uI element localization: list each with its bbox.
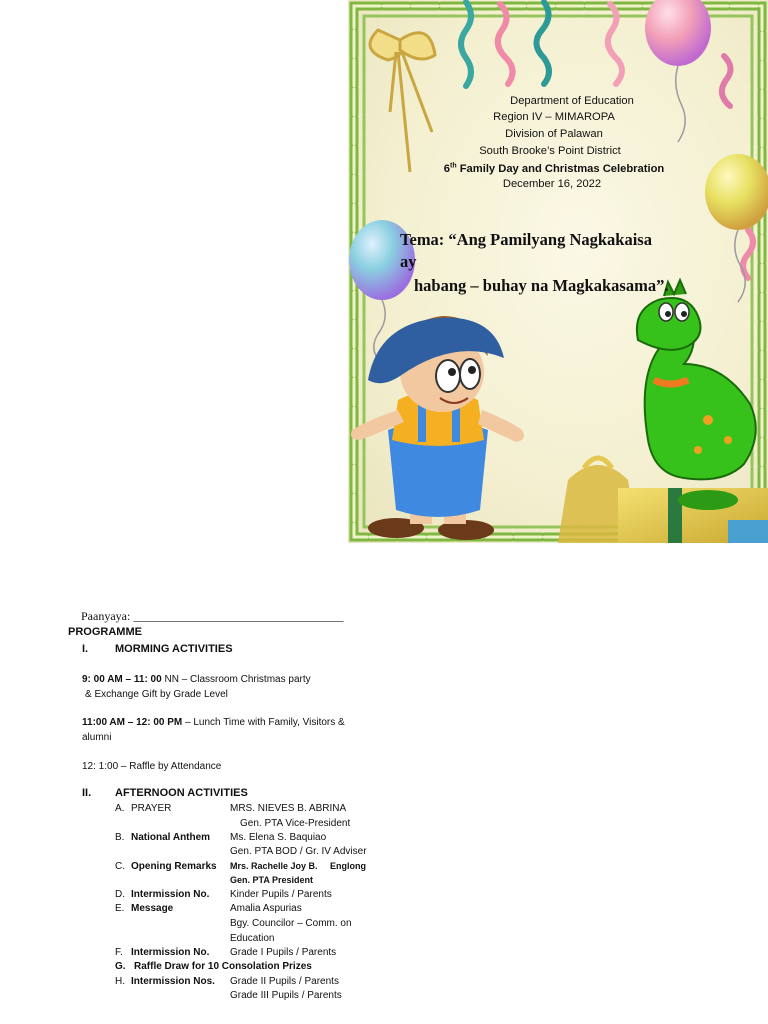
- afternoon-heading: AFTERNOON ACTIVITIES: [115, 787, 248, 799]
- item-f-person: Grade I Pupils / Parents: [230, 947, 337, 958]
- header-celebration: [348, 162, 764, 175]
- theme-line-1: Tema: “Ang Pamilyang Nagkakaisa: [400, 230, 652, 249]
- item-e-letter: E.: [115, 903, 125, 914]
- item-g-label: Raffle Draw for 10 Consolation Prizes: [134, 961, 312, 972]
- item-h-person: Grade II Pupils / Parents: [230, 976, 339, 987]
- item-h-label: Intermission Nos.: [131, 976, 215, 987]
- header-region: Region IV – MIMAROPA: [493, 111, 615, 123]
- morning-item-2-text: – Lunch Time with Family, Visitors &: [182, 717, 345, 728]
- theme-line-3: habang – buhay na Magkakasama”.: [414, 276, 669, 295]
- header-date: December 16, 2022: [502, 178, 602, 190]
- cover-card: [348, 0, 768, 543]
- item-h-letter: H.: [115, 976, 125, 987]
- invitation-label: Paanyaya: [81, 609, 127, 623]
- morning-item-1-time: 9: 00 AM – 11: 00: [82, 674, 162, 685]
- morning-item-2-time: 11:00 AM – 12: 00 PM: [82, 717, 183, 728]
- item-b-letter: B.: [115, 832, 125, 843]
- header-district: South Brooke’s Point District: [479, 145, 621, 157]
- ordinal-number: 6: [443, 162, 450, 175]
- item-d-label: Intermission No.: [131, 889, 210, 900]
- item-a-label: PRAYER: [131, 803, 172, 814]
- item-d-letter: D.: [115, 889, 125, 900]
- morning-item-3: 12: 1:00 – Raffle by Attendance: [82, 761, 222, 772]
- item-h-role: Grade III Pupils / Parents: [230, 990, 342, 1001]
- invitation-blank[interactable]: : ___________________________________: [126, 609, 344, 623]
- item-c-person: Mrs. Rachelle Joy B. Englong: [230, 861, 367, 871]
- morning-number: I.: [82, 643, 89, 655]
- item-f-letter: F.: [115, 947, 123, 958]
- item-a-letter: A.: [115, 803, 125, 814]
- item-d-person: Kinder Pupils / Parents: [230, 889, 332, 900]
- header-department: Department of Education: [510, 95, 634, 107]
- item-c-role: Gen. PTA President: [230, 875, 314, 885]
- morning-heading: MORMING ACTIVITIES: [115, 643, 233, 655]
- item-e-role-cont: Education: [230, 933, 275, 944]
- item-e-label: Message: [131, 903, 174, 914]
- morning-item-1-cont: & Exchange Gift by Grade Level: [85, 689, 228, 700]
- ordinal-suffix: th: [449, 162, 457, 169]
- item-c-label: Opening Remarks: [131, 861, 217, 872]
- item-e-person: Amalia Aspurias: [230, 903, 302, 914]
- item-f-label: Intermission No.: [131, 947, 210, 958]
- item-b-person: Ms. Elena S. Baquiao: [230, 832, 327, 843]
- morning-item-2-cont: alumni: [82, 732, 112, 743]
- green-dinosaur-illustration: [637, 280, 756, 510]
- afternoon-number: II.: [82, 787, 92, 799]
- theme-line-2: ay: [400, 252, 417, 271]
- programme-title: PROGRAMME: [68, 626, 142, 638]
- morning-item-1: [82, 674, 311, 685]
- item-e-role: Bgy. Councilor – Comm. on: [230, 918, 352, 929]
- header-division: Division of Palawan: [505, 128, 603, 140]
- cartoon-boy-illustration: [351, 316, 524, 540]
- celebration-title: Family Day and Christmas Celebration: [456, 162, 665, 175]
- invitation-line: [81, 609, 343, 624]
- morning-item-2: [82, 717, 345, 728]
- item-b-role: Gen. PTA BOD / Gr. IV Adviser: [230, 846, 367, 857]
- item-c-letter: C.: [115, 861, 125, 872]
- item-a-person: MRS. NIEVES B. ABRINA: [230, 803, 347, 814]
- item-b-label: National Anthem: [131, 832, 211, 843]
- item-a-role: Gen. PTA Vice-President: [240, 818, 351, 829]
- morning-item-1-text: NN – Classroom Christmas party: [161, 674, 311, 685]
- item-g-letter: G.: [115, 961, 126, 972]
